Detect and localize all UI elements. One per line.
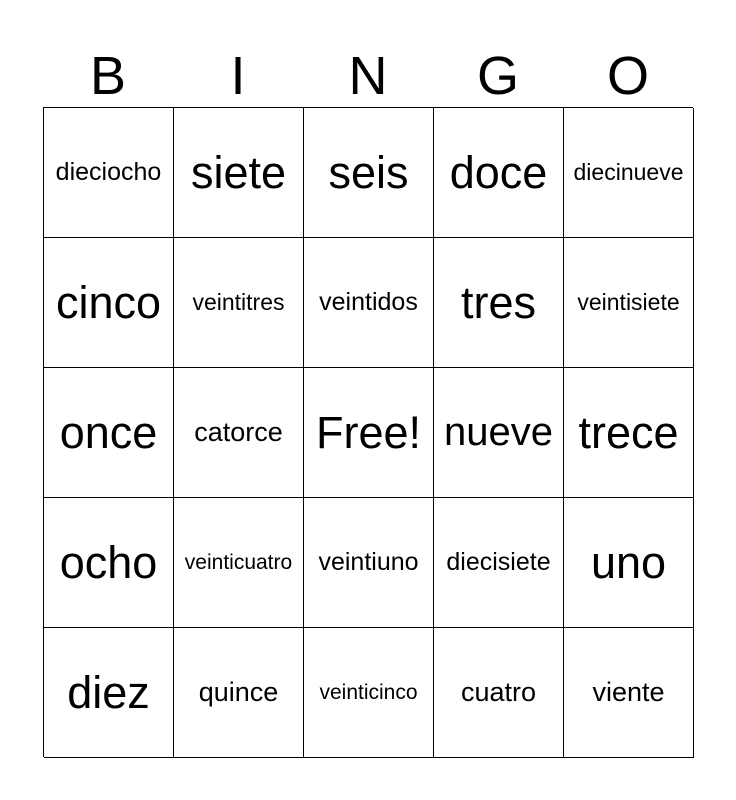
bingo-cell[interactable]: tres [434, 238, 564, 368]
bingo-cell[interactable]: diecinueve [564, 108, 694, 238]
bingo-cell[interactable]: veinticuatro [174, 498, 304, 628]
bingo-cell[interactable]: veintitres [174, 238, 304, 368]
bingo-cell[interactable]: seis [304, 108, 434, 238]
header-letter-g: G [476, 46, 519, 106]
bingo-cell[interactable]: cinco [44, 238, 174, 368]
bingo-cell[interactable]: catorce [174, 368, 304, 498]
bingo-header [43, 44, 693, 108]
bingo-cell[interactable]: doce [434, 108, 564, 238]
bingo-cell[interactable]: quince [174, 628, 304, 758]
bingo-card-grid [43, 107, 693, 757]
bingo-cell[interactable]: diecisiete [434, 498, 564, 628]
bingo-cell[interactable]: once [44, 368, 174, 498]
bingo-cell[interactable]: cuatro [434, 628, 564, 758]
bingo-cell[interactable]: veintidos [304, 238, 434, 368]
bingo-cell[interactable]: nueve [434, 368, 564, 498]
bingo-cell-free[interactable]: Free! [304, 368, 434, 498]
header-letter-i: I [230, 46, 246, 106]
bingo-cell[interactable]: veinticinco [304, 628, 434, 758]
bingo-cell[interactable]: siete [174, 108, 304, 238]
bingo-cell[interactable]: diez [44, 628, 174, 758]
header-letter-n: N [348, 46, 388, 106]
bingo-cell[interactable]: trece [564, 368, 694, 498]
bingo-cell[interactable]: ocho [44, 498, 174, 628]
header-letter-o: O [606, 46, 649, 106]
bingo-cell[interactable]: veintisiete [564, 238, 694, 368]
bingo-cell[interactable]: veintiuno [304, 498, 434, 628]
bingo-cell[interactable]: uno [564, 498, 694, 628]
header-letter-b: B [89, 46, 127, 106]
bingo-cell[interactable]: dieciocho [44, 108, 174, 238]
bingo-cell[interactable]: viente [564, 628, 694, 758]
